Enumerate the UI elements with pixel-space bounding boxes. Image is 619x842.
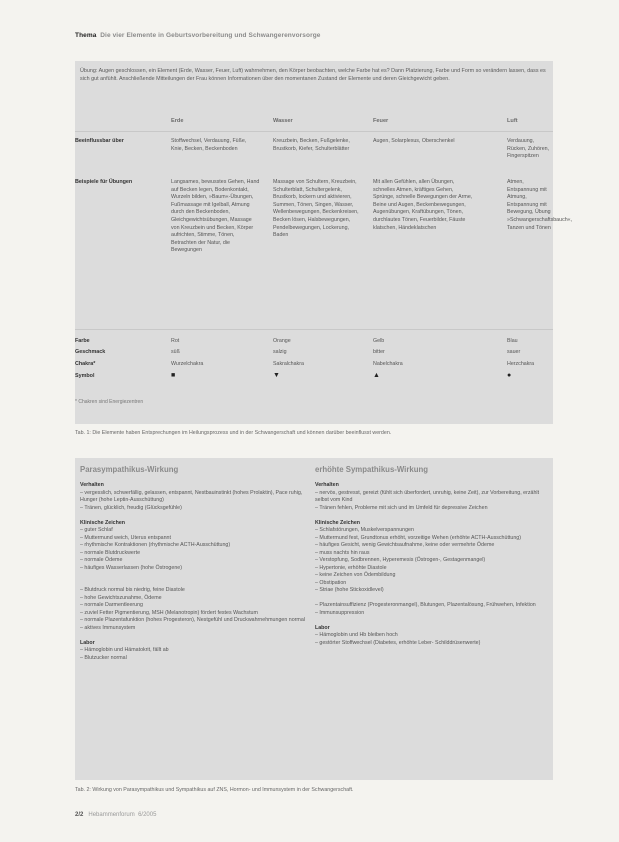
col-head-erde: Erde	[171, 118, 184, 124]
cell-erde-uebungen: Langsames, bewusstes Gehen, Hand auf Becken legen, Bodenkontakt, Wurzeln bilden, »Baum«-Übungen, Fußmassage mit Igelball, Atmung durch den Beckenboden, Gleichgewichtsübungen, Massage von Kreuzbein und Becken, Körper aufrichten, Stimme, Tönen, Betrachten der Natur, die Bewegungen	[171, 179, 260, 254]
exercise-intro: Übung: Augen geschlossen, ein Element (Erde, Wasser, Feuer, Luft) wahrnehmen, den Körper beobachten, welche Farbe hat es? Dann Platzierung, Farbe und Form so verändern lassen, dass es sich gut anfühlt. Anschließende Mitteilungen der Frau können Informationen über den momentanen Zustand der Elemente und deren Gleichgewicht geben.	[80, 68, 546, 82]
spacer	[315, 617, 547, 625]
nervous-system-table-box	[75, 458, 553, 780]
spacer	[80, 512, 305, 520]
list-item: – Hämoglobin und Hämatokrit, fällt ab	[80, 647, 169, 653]
section-subheading: Klinische Zeichen	[315, 519, 361, 526]
cell-farbe-erde: Rot	[171, 338, 180, 344]
cell-chakra-erde: Wurzelchakra	[171, 361, 204, 367]
section-subheading: Verhalten	[315, 482, 339, 488]
table2-caption: Tab. 2: Wirkung von Parasympathikus und Sympathikus auf ZNS, Hormon- und Immunsystem in der Schwangerschaft.	[75, 787, 354, 793]
cell-farbe-feuer: Gelb	[373, 338, 385, 344]
spacer	[80, 632, 305, 640]
col-head-luft: Luft	[507, 118, 518, 124]
list-item: – vergesslich, schwerfällig, gelassen, entspannt, Nestbauinstinkt (hohes Prolaktin), Pace ruhig, Hunger (hohe Leptin-Ausschüttung)	[80, 489, 303, 503]
cell-chakra-wasser: Sakralchakra	[273, 361, 304, 367]
page-header	[75, 32, 321, 39]
list-item: – normale Blutdruckwerte	[80, 549, 141, 556]
cell-farbe-luft: Blau	[507, 338, 518, 344]
list-item: – hohe Gewichtszunahme, Ödeme	[80, 594, 162, 601]
list-item: – Blutdruck normal bis niedrig, feine Diastole	[80, 587, 185, 593]
list-item: – guter Schlaf	[80, 527, 113, 533]
list-item: – aktives Immunsystem	[80, 624, 136, 631]
spacer	[315, 512, 547, 520]
cell-farbe-wasser: Orange	[273, 338, 291, 344]
list-item: – Tränen fehlen, Probleme mit sich und im Umfeld für depressive Zeichen	[315, 504, 488, 511]
row-label-farbe: Farbe	[75, 338, 90, 344]
issue-number: 6/2005	[138, 812, 157, 818]
list-item: – Striae (hohe Stickoxidlevel)	[315, 587, 384, 593]
cell-geschmack-wasser: salzig	[273, 349, 287, 355]
list-item: – häufiges Gesicht, wenig Gewichtsaufnahme, keine oder vermehrte Ödeme	[315, 542, 495, 548]
col-head-feuer: Feuer	[373, 118, 389, 124]
cell-chakra-luft: Herzchakra	[507, 361, 535, 367]
col-head-wasser: Wasser	[273, 118, 293, 124]
list-item: – Hämoglobin und Hb bleiben hoch	[315, 632, 398, 638]
table1-caption: Tab. 1: Die Elemente haben Entsprechungen im Heilungsprozess und in der Schwangerschaft und können darüber beeinflusst werden.	[75, 430, 392, 436]
parasympathikus-title: Parasympathikus-Wirkung	[80, 465, 179, 474]
list-item: – Tränen, glücklich, freudig (Glücksgefühle)	[80, 504, 182, 511]
list-item: – gestörter Stoffwechsel (Diabetes, erhöhte Leber- Schilddrüsenwerte)	[315, 639, 481, 646]
page-footer	[75, 812, 156, 818]
row-label-geschmack: Geschmack	[75, 349, 106, 355]
cell-geschmack-feuer: bitter	[373, 349, 385, 355]
sympathikus-title: erhöhte Sympathikus-Wirkung	[315, 465, 428, 474]
circle-symbol-icon: ●	[507, 372, 512, 379]
page-number: 2/2	[75, 812, 84, 818]
list-item: – Obstipation	[315, 579, 347, 586]
list-item: – Muttermund weich, Uterus entspannt	[80, 534, 171, 541]
list-item: – Hypertonie, erhöhte Diastole	[315, 564, 387, 571]
up-triangle-symbol-icon: ▲	[373, 372, 380, 379]
cell-luft-beeinflussbar: Verdauung, Rücken, Zuhören, Fingerspitzen	[507, 138, 550, 160]
list-item: – nervös, gestresst, gereizt (fühlt sich überfordert, unruhig, keine Zeit), zur Vorbereitung, erzählt selbst vom Kind	[315, 489, 540, 503]
cell-feuer-beeinflussbar: Augen, Solarplexus, Oberschenkel	[373, 138, 455, 144]
list-item: – häufiges Wasserlassen (hohe Östrogene)	[80, 564, 182, 571]
cell-geschmack-erde: süß	[171, 349, 180, 355]
table-footnote: * Chakren sind Energiezentren	[75, 399, 144, 405]
row-label-uebungen: Beispiele für Übungen	[75, 179, 133, 185]
list-item: – Muttermund fest, Grundtonus erhöht, vorzeitige Wehen (erhöhte ACTH-Ausschüttung)	[315, 534, 521, 541]
row-label-chakra: Chakra*	[75, 361, 96, 367]
section-subheading: Verhalten	[80, 482, 104, 488]
list-item: – Schlafstörungen, Muskelverspannungen	[315, 527, 414, 533]
down-triangle-symbol-icon: ▼	[273, 372, 280, 379]
parasympathikus-list	[80, 482, 305, 662]
cell-wasser-beeinflussbar: Kreuzbein, Becken, Fußgelenke, Brustkorb, Kiefer, Schulterblätter	[273, 138, 350, 152]
section-subheading: Labor	[80, 639, 95, 646]
row-label-symbol: Symbol	[75, 373, 95, 379]
cell-wasser-uebungen: Massage von Schultern, Kreuzbein, Schulterblatt, Schultergelenk, Brustkorb, lockern und aktivieren, Summen, Tönen, Singen, Wasser, Wellenbewegungen, Beckenkreisen, Becken lösen, Halsbewegungen, Pendelbewegungen, Lockerung, Baden	[273, 179, 359, 239]
list-item: – muss nachts hin raus	[315, 549, 370, 556]
cell-erde-beeinflussbar: Stoffwechsel, Verdauung, Füße, Knie, Becken, Beckenboden	[171, 138, 247, 152]
list-item: – zuviel Fetter Pigmentierung, MSH (Melanotropin) fördert festes Wachstum	[80, 609, 258, 616]
spacer	[80, 572, 305, 580]
section-label: Thema	[75, 32, 97, 39]
list-item: – normale Darmentleerung	[80, 602, 144, 608]
journal-name: Hebammenforum	[88, 812, 135, 818]
square-symbol-icon: ■	[171, 372, 176, 379]
section-subheading: Klinische Zeichen	[80, 519, 126, 526]
list-item: – keine Zeichen von Ödembildung	[315, 572, 396, 578]
section-subheading: Labor	[315, 624, 330, 631]
spacer	[80, 580, 305, 588]
list-item: – Blutzucker normal	[80, 654, 127, 661]
spacer	[315, 595, 547, 603]
divider	[75, 131, 553, 132]
cell-geschmack-luft: sauer	[507, 349, 521, 355]
cell-chakra-feuer: Nabelchakra	[373, 361, 403, 367]
list-item: – rhythmische Kontraktionen (rhythmische ACTH-Ausschüttung)	[80, 542, 231, 548]
list-item: – Plazentainsuffizienz (Progesteronmangel), Blutungen, Plazentalösung, Frühwehen, Infektion	[315, 602, 536, 608]
list-item: – Verstopfung, Sodbrennen, Hyperemesis (Östrogen-, Gestagenmangel)	[315, 557, 486, 563]
cell-feuer-uebungen: Mit allen Gefühlen, allen Übungen, schnelles Atmen, kräftiges Gehen, Sprünge, schnelle Bewegungen der Arme, Beine und Augen, Beckenbewegungen, Augenübungen, Kraftübungen, Tönen, durchlautes Tönen, Feuerbilder, Fäuste klatschen, Händeklatschen	[373, 179, 473, 231]
article-title: Die vier Elemente in Geburtsvorbereitung und Schwangerenvorsorge	[100, 32, 321, 39]
cell-luft-uebungen: Atmen, Entspannung mit Atmung, Entspannung mit Bewegung, Übung »Schwangerschaftsbauch«, Tanzen und Tönen	[507, 179, 573, 231]
row-label-beeinflussbar: Beeinflussbar über	[75, 138, 124, 144]
list-item: – normale Plazentafunktion (hohes Progesteron), Nestgefühl und Druckwahrnehmungen normal	[80, 617, 305, 623]
list-item: – normale Ödeme	[80, 557, 123, 563]
elements-table-box	[75, 61, 573, 424]
divider	[75, 329, 553, 330]
sympathikus-list	[315, 482, 547, 647]
list-item: – Immunsuppression	[315, 609, 365, 616]
